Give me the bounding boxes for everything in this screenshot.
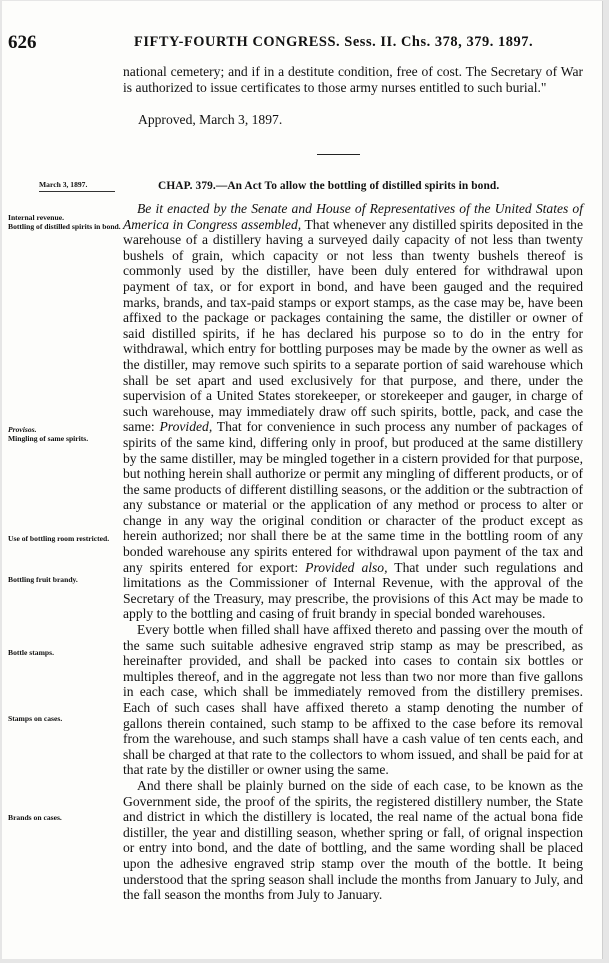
margin-note-bottling-room bbox=[8, 534, 124, 543]
margin-note-brands-cases bbox=[8, 813, 124, 822]
continued-text: national cemetery; and if in a destitute condition, free of cost. The Secretary of War is authorized to issue certificates to those army nurses entitled to such burial." bbox=[123, 64, 583, 96]
section-divider bbox=[317, 154, 360, 155]
paragraph-text: That for convenience in such process any number of packages of spirits of the same kind, differing only in proof, but produced at the same distillery by the same distiller, may be mingled together in a cistern provided for that purpose, but nothing herein shall authorize or permit any mingling of different products, or of the same products of different distilling seasons, or the addition or the subtraction of any substance or material or the application of any method or process to alter or change in any way the original condition or character of the product except as herein authorized; nor shall there be at the same time in the bottling room of any bonded warehouse any spirits entered for withdrawal upon payment of the tax and any spirits entered for export: bbox=[123, 419, 583, 575]
date-underline bbox=[39, 191, 115, 192]
page-number: 626 bbox=[8, 32, 37, 53]
margin-note-text: Mingling of same spirits. bbox=[8, 434, 89, 443]
proviso-label: Provided also, bbox=[305, 559, 388, 575]
margin-note-text: Bottling of distilled spirits in bond. bbox=[8, 222, 121, 231]
paragraph: And there shall be plainly burned on the side of each case, to be known as the Government side, the proof of the spirits, the registered distillery number, the State and district in which the distillery is located, the real name of the actual bona fide distiller, the year and distilling season, whether spring or fall, of orignal inspection or entry into bond, and the date of bottling, and the same wording shall be placed upon the adhesive engraved strip stamp over the mouth of the bottle. It being understood that the spring season shall include the months from January to July, and the fall season the months from July to January. bbox=[123, 777, 583, 903]
margin-note-stamps-cases bbox=[8, 714, 124, 723]
document-page bbox=[2, 1, 603, 959]
paragraph: Every bottle when filled shall have affixed thereto and passing over the mouth of the same such suitable adhesive engraved strip stamp as may be prescribed, as hereinafter provided, and shall be packed into cases to contain six bottles or multiples thereof, and in the aggregate not less than two nor more than five gallons in each case, which shall be immediately removed from the distillery premises. Each of such cases shall have affixed thereto a stamp denoting the number of gallons therein contained, such stamp to be affixed to the case before its removal from the warehouse, and such stamps shall have a cash value of ten cents each, and shall be charged at that rate to the collectors to whom issued, and shall be paid for at that rate by the distiller or owner using the same. bbox=[123, 622, 583, 778]
margin-note-text: Brands on cases. bbox=[8, 813, 62, 822]
paragraph bbox=[123, 201, 583, 622]
margin-note-text: Bottling fruit brandy. bbox=[8, 575, 78, 584]
margin-note-text: Bottle stamps. bbox=[8, 648, 54, 657]
margin-note-fruit-brandy bbox=[8, 575, 124, 584]
margin-note-text: Internal revenue. bbox=[8, 213, 64, 222]
paragraph-text: That whenever any distilled spirits deposited in the warehouse of a distillery having a surveyed daily capacity of not less than twenty bushels of grain, which capacity or not less than twenty bushels thereof is commonly used by the distiller, have been duly entered for withdrawal upon payment of tax, or for export in bond, and have been gauged and the required marks, brands, and tax-paid stamps or export stamps, as the case may be, have been affixed to the package or packages containing the same, the distiller or owner of said distilled spirits, if he has declared his purpose so to do in the entry for withdrawal, which entry for bottling purposes may be made by the owner as well as the distiller, may remove such spirits to a separate portion of said warehouse which shall be set apart and used exclusively for that purpose, and there, under the supervision of a United States storekeeper, or storekeeper and gauger, in charge of such warehouse, may immediately draw off such spirits, bottle, pack, and case the same: bbox=[123, 216, 583, 435]
margin-note-text: Stamps on cases. bbox=[8, 714, 63, 723]
proviso-label: Provided, bbox=[159, 419, 213, 435]
enacting-clause: Be it enacted by the Senate and House of Representatives of the United States of America in Congress assembled, bbox=[123, 201, 583, 232]
margin-note-provisos bbox=[8, 425, 124, 443]
act-body bbox=[123, 201, 583, 903]
continued-paragraph bbox=[123, 64, 583, 97]
running-head: FIFTY-FOURTH CONGRESS. Sess. II. Chs. 378, 379. 1897. bbox=[134, 34, 534, 50]
approval-line: Approved, March 3, 1897. bbox=[138, 112, 283, 127]
margin-note-text: Use of bottling room restricted. bbox=[8, 534, 110, 543]
margin-note-bottle-stamps bbox=[8, 648, 124, 657]
margin-note-internal-revenue bbox=[8, 213, 124, 231]
chapter-heading: CHAP. 379.—An Act To allow the bottling of distilled spirits in bond. bbox=[158, 180, 500, 192]
chapter-date-note bbox=[39, 180, 123, 192]
chapter-date: March 3, 1897. bbox=[39, 180, 88, 189]
margin-note-text: Provisos. bbox=[8, 425, 37, 434]
paragraph-text: That under such regulations and limitations as the Commissioner of Internal Revenue, with the approval of the Secretary of the Treasury, may prescribe, the provisions of this Act may be made to apply to the bottling and casing of fruit brandy in special bonded warehouses. bbox=[123, 559, 584, 622]
